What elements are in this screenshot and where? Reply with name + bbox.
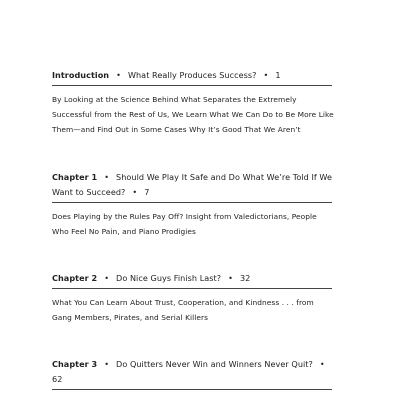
- toc-entry-divider: [52, 389, 332, 390]
- toc-entry-divider: [52, 288, 332, 289]
- bullet-separator: •: [116, 70, 121, 80]
- toc-entry-description: By Looking at the Science Behind What Separates the Extremely Successful from the Rest of Us, We Learn What We Can Do to Be More Like Them—and Find Out in Some Cases Why It’s Good That We Aren’t: [52, 95, 334, 134]
- toc-entry-title: Do Nice Guys Finish Last?: [116, 273, 222, 283]
- toc-entry-heading[interactable]: [52, 68, 335, 83]
- bullet-separator: •: [104, 359, 110, 369]
- toc-entry-divider: [52, 85, 332, 86]
- toc-entry-title: Should We Play It Safe and Do What We’re Told If We Want to Succeed?: [52, 172, 333, 197]
- bullet-separator: •: [228, 273, 233, 283]
- toc-entry-description: Does Playing by the Rules Pay Off? Insight from Valedictorians, People Who Feel No Pain, and Piano Prodigies: [52, 212, 317, 236]
- bullet-separator: •: [319, 359, 325, 369]
- toc-entry-title: Do Quitters Never Win and Winners Never Quit?: [116, 359, 313, 369]
- toc-entry-heading[interactable]: [52, 271, 335, 286]
- toc-entry-chapter-1: [52, 170, 335, 239]
- toc-entry-divider: [52, 202, 332, 203]
- toc-entry-label: Chapter 3: [52, 359, 98, 369]
- bullet-separator: •: [104, 273, 110, 283]
- bullet-separator: •: [132, 187, 138, 197]
- toc-entry-page-number: 7: [144, 187, 150, 197]
- toc-entry-chapter-2: [52, 271, 335, 325]
- toc-entry-page-number: 32: [239, 273, 251, 283]
- toc-entry-heading[interactable]: [52, 357, 335, 387]
- toc-entry-title: What Really Produces Success?: [127, 70, 257, 80]
- toc-entry-chapter-3: [52, 357, 335, 390]
- toc-entry-label: Introduction: [52, 70, 110, 80]
- bullet-separator: •: [263, 70, 269, 80]
- toc-entry-label: Chapter 2: [52, 273, 98, 283]
- toc-entry-heading[interactable]: [52, 170, 335, 200]
- toc-entry-page-number: 62: [52, 374, 63, 384]
- toc-entry-description: What You Can Learn About Trust, Cooperation, and Kindness . . . from Gang Members, Pirates, and Serial Killers: [52, 298, 314, 322]
- toc-entry-page-number: 1: [275, 70, 281, 80]
- toc-entry-label: Chapter 1: [52, 172, 98, 182]
- toc-entry-introduction: [52, 68, 335, 137]
- bullet-separator: •: [104, 172, 110, 182]
